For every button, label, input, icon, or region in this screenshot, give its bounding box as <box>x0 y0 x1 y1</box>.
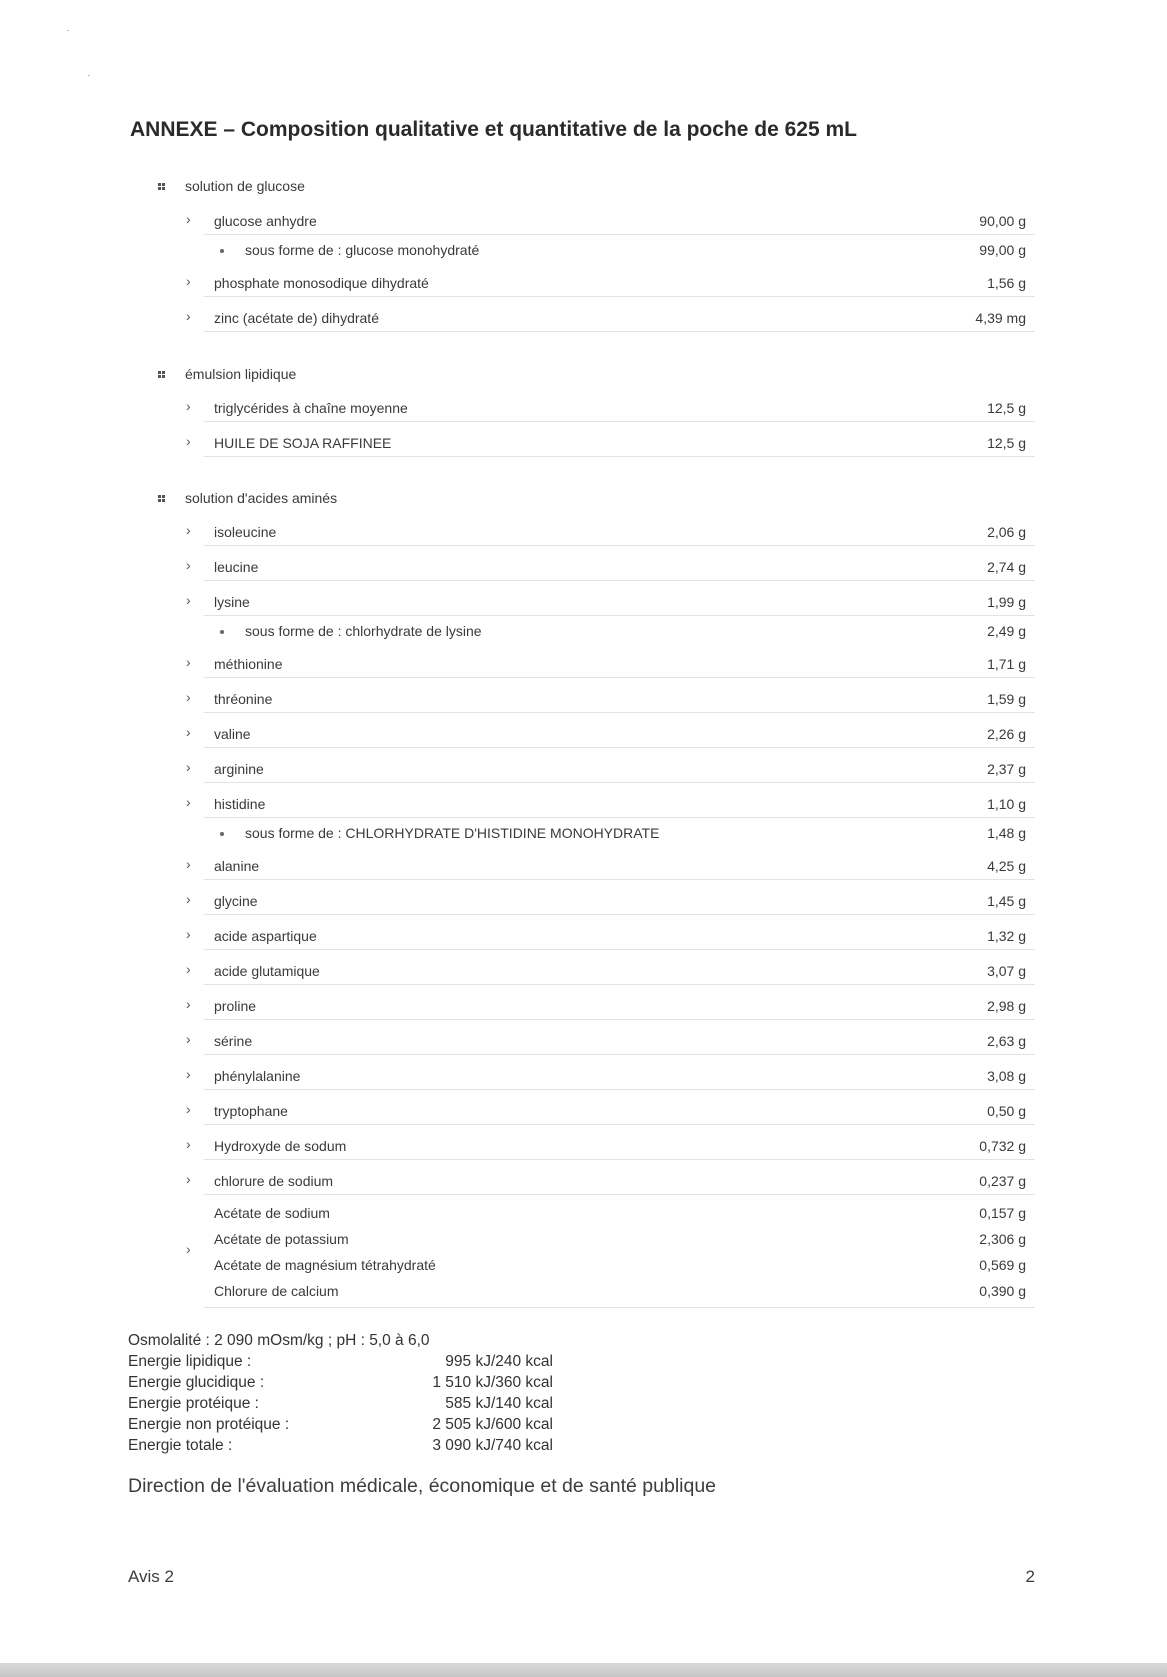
ingredient-subrow <box>0 620 1167 642</box>
ingredient-name: sous forme de : CHLORHYDRATE D'HISTIDINE MONOHYDRATE <box>245 825 660 841</box>
ingredient-value: 3,07 g <box>987 963 1026 979</box>
chevron-right-icon: › <box>186 891 191 907</box>
ingredient-row <box>0 688 1167 710</box>
ingredient-value: 2,49 g <box>987 623 1026 639</box>
ingredient-row <box>0 855 1167 877</box>
electrolyte-row <box>0 1229 1167 1249</box>
chevron-right-icon: › <box>186 996 191 1012</box>
ingredient-value: 4,25 g <box>987 858 1026 874</box>
chevron-right-icon: › <box>186 961 191 977</box>
ingredient-subrow <box>0 822 1167 844</box>
ingredient-row <box>0 591 1167 613</box>
chevron-right-icon: › <box>186 689 191 705</box>
electrolyte-group <box>0 1203 1167 1311</box>
ingredient-name: chlorure de sodium <box>214 1173 334 1189</box>
ingredient-name: glycine <box>214 893 258 909</box>
ingredient-value: 2,98 g <box>987 998 1026 1014</box>
direction-line: Direction de l'évaluation médicale, économique et de santé publique <box>128 1475 717 1497</box>
electrolyte-name: Acétate de potassium <box>214 1231 349 1247</box>
energy-value: 3 090 kJ/740 kcal <box>432 1437 553 1454</box>
energy-value: 1 510 kJ/360 kcal <box>432 1374 553 1391</box>
chevron-right-icon: › <box>186 1031 191 1047</box>
ingredient-row <box>0 397 1167 419</box>
chevron-right-icon: › <box>186 273 191 289</box>
ingredient-row <box>0 1170 1167 1192</box>
chevron-right-icon: › <box>186 1171 191 1187</box>
ingredient-name: HUILE DE SOJA RAFFINEE <box>214 435 392 451</box>
footer-label: Avis 2 <box>128 1567 174 1586</box>
chevron-right-icon: › <box>186 724 191 740</box>
page-number: 2 <box>1025 1567 1035 1586</box>
chevron-right-icon: › <box>186 1066 191 1082</box>
chevron-right-icon: › <box>186 654 191 670</box>
ingredient-name: acide glutamique <box>214 963 320 979</box>
ingredient-name: tryptophane <box>214 1103 288 1119</box>
grid-bullet-icon <box>158 495 165 502</box>
ingredient-value: 1,59 g <box>987 691 1026 707</box>
section-label: émulsion lipidique <box>185 366 297 382</box>
energy-row <box>128 1435 553 1456</box>
ingredient-row <box>0 1030 1167 1052</box>
ingredient-name: glucose anhydre <box>214 213 317 229</box>
electrolyte-name: Acétate de sodium <box>214 1205 330 1221</box>
energy-row <box>128 1351 553 1372</box>
energy-row <box>128 1393 553 1414</box>
energy-row <box>128 1372 553 1393</box>
chevron-right-icon: › <box>186 1136 191 1152</box>
ingredient-name: leucine <box>214 559 259 575</box>
ingredient-row <box>0 272 1167 294</box>
ingredient-row <box>0 960 1167 982</box>
ingredient-row <box>0 556 1167 578</box>
ingredient-row <box>0 723 1167 745</box>
ingredient-row <box>0 521 1167 543</box>
ingredient-name: sérine <box>214 1033 253 1049</box>
electrolyte-value: 2,306 g <box>979 1231 1026 1247</box>
ingredient-value: 1,71 g <box>987 656 1026 672</box>
scan-edge <box>0 1663 1167 1677</box>
ingredient-value: 2,74 g <box>987 559 1026 575</box>
ingredient-name: sous forme de : glucose monohydraté <box>245 242 480 258</box>
chevron-right-icon: › <box>186 592 191 608</box>
ingredient-name: Hydroxyde de sodum <box>214 1138 347 1154</box>
section-label: solution d'acides aminés <box>185 490 338 506</box>
bullet-dot-icon <box>220 630 224 634</box>
ingredient-value: 1,32 g <box>987 928 1026 944</box>
chevron-right-icon: › <box>186 522 191 538</box>
ingredient-name: zinc (acétate de) dihydraté <box>214 310 379 326</box>
ingredient-name: phénylalanine <box>214 1068 301 1084</box>
chevron-right-icon: › <box>186 856 191 872</box>
ingredient-name: isoleucine <box>214 524 277 540</box>
ingredient-row <box>0 432 1167 454</box>
ingredient-value: 12,5 g <box>987 435 1026 451</box>
chevron-right-icon: › <box>186 433 191 449</box>
energy-label: Energie protéique : <box>128 1395 259 1412</box>
chevron-right-icon: › <box>186 759 191 775</box>
ingredient-value: 2,06 g <box>987 524 1026 540</box>
ingredient-row <box>0 1065 1167 1087</box>
ingredient-value: 90,00 g <box>979 213 1026 229</box>
electrolyte-row <box>0 1203 1167 1223</box>
ingredient-value: 4,39 mg <box>975 310 1026 326</box>
electrolyte-value: 0,157 g <box>979 1205 1026 1221</box>
ingredient-value: 1,56 g <box>987 275 1026 291</box>
ingredient-name: thréonine <box>214 691 273 707</box>
ingredient-value: 1,10 g <box>987 796 1026 812</box>
ingredient-row <box>0 653 1167 675</box>
ingredient-name: alanine <box>214 858 260 874</box>
energy-value: 995 kJ/240 kcal <box>445 1353 553 1370</box>
scan-speck <box>67 30 69 31</box>
chevron-right-icon: › <box>186 211 191 227</box>
ingredient-row <box>0 793 1167 815</box>
chevron-right-icon: › <box>186 1101 191 1117</box>
chevron-right-icon: › <box>186 1241 191 1257</box>
ingredient-name: méthionine <box>214 656 283 672</box>
ingredient-row <box>0 890 1167 912</box>
electrolyte-row <box>0 1255 1167 1275</box>
ingredient-row <box>0 307 1167 329</box>
energy-label: Energie lipidique : <box>128 1353 252 1370</box>
ingredient-value: 0,237 g <box>979 1173 1026 1189</box>
energy-value: 585 kJ/140 kcal <box>445 1395 553 1412</box>
ingredient-row <box>0 995 1167 1017</box>
ingredient-value: 12,5 g <box>987 400 1026 416</box>
chevron-right-icon: › <box>186 557 191 573</box>
ingredient-name: valine <box>214 726 251 742</box>
bullet-dot-icon <box>220 832 224 836</box>
chevron-right-icon: › <box>186 398 191 414</box>
ingredient-row <box>0 210 1167 232</box>
ingredient-value: 2,26 g <box>987 726 1026 742</box>
electrolyte-value: 0,390 g <box>979 1283 1026 1299</box>
grid-bullet-icon <box>158 371 165 378</box>
osmolality-line: Osmolalité : 2 090 mOsm/kg ; pH : 5,0 à 6,0 <box>128 1332 430 1349</box>
page-title: ANNEXE – Composition qualitative et quantitative de la poche de 625 mL <box>130 118 857 141</box>
electrolyte-row <box>0 1281 1167 1301</box>
ingredient-name: arginine <box>214 761 264 777</box>
energy-label: Energie non protéique : <box>128 1416 290 1433</box>
grid-bullet-icon <box>158 183 165 190</box>
energy-label: Energie glucidique : <box>128 1374 265 1391</box>
ingredient-value: 2,37 g <box>987 761 1026 777</box>
section-label: solution de glucose <box>185 178 305 194</box>
ingredient-name: histidine <box>214 796 266 812</box>
ingredient-value: 1,48 g <box>987 825 1026 841</box>
ingredient-value: 1,45 g <box>987 893 1026 909</box>
ingredient-name: lysine <box>214 594 250 610</box>
ingredient-name: acide aspartique <box>214 928 317 944</box>
scan-speck <box>88 75 90 76</box>
ingredient-name: sous forme de : chlorhydrate de lysine <box>245 623 482 639</box>
chevron-right-icon: › <box>186 794 191 810</box>
ingredient-value: 0,732 g <box>979 1138 1026 1154</box>
electrolyte-value: 0,569 g <box>979 1257 1026 1273</box>
energy-label: Energie totale : <box>128 1437 233 1454</box>
ingredient-value: 99,00 g <box>979 242 1026 258</box>
electrolyte-name: Acétate de magnésium tétrahydraté <box>214 1257 436 1273</box>
ingredient-name: triglycérides à chaîne moyenne <box>214 400 408 416</box>
ingredient-subrow <box>0 239 1167 261</box>
ingredient-row <box>0 1135 1167 1157</box>
ingredient-value: 1,99 g <box>987 594 1026 610</box>
ingredient-row <box>0 758 1167 780</box>
ingredient-value: 2,63 g <box>987 1033 1026 1049</box>
electrolyte-name: Chlorure de calcium <box>214 1283 339 1299</box>
ingredient-name: proline <box>214 998 257 1014</box>
chevron-right-icon: › <box>186 308 191 324</box>
ingredient-name: phosphate monosodique dihydraté <box>214 275 429 291</box>
energy-summary <box>128 1330 553 1456</box>
bullet-dot-icon <box>220 249 224 253</box>
ingredient-value: 3,08 g <box>987 1068 1026 1084</box>
ingredient-value: 0,50 g <box>987 1103 1026 1119</box>
ingredient-row <box>0 1100 1167 1122</box>
energy-value: 2 505 kJ/600 kcal <box>432 1416 553 1433</box>
energy-row <box>128 1414 553 1435</box>
chevron-right-icon: › <box>186 926 191 942</box>
ingredient-row <box>0 925 1167 947</box>
